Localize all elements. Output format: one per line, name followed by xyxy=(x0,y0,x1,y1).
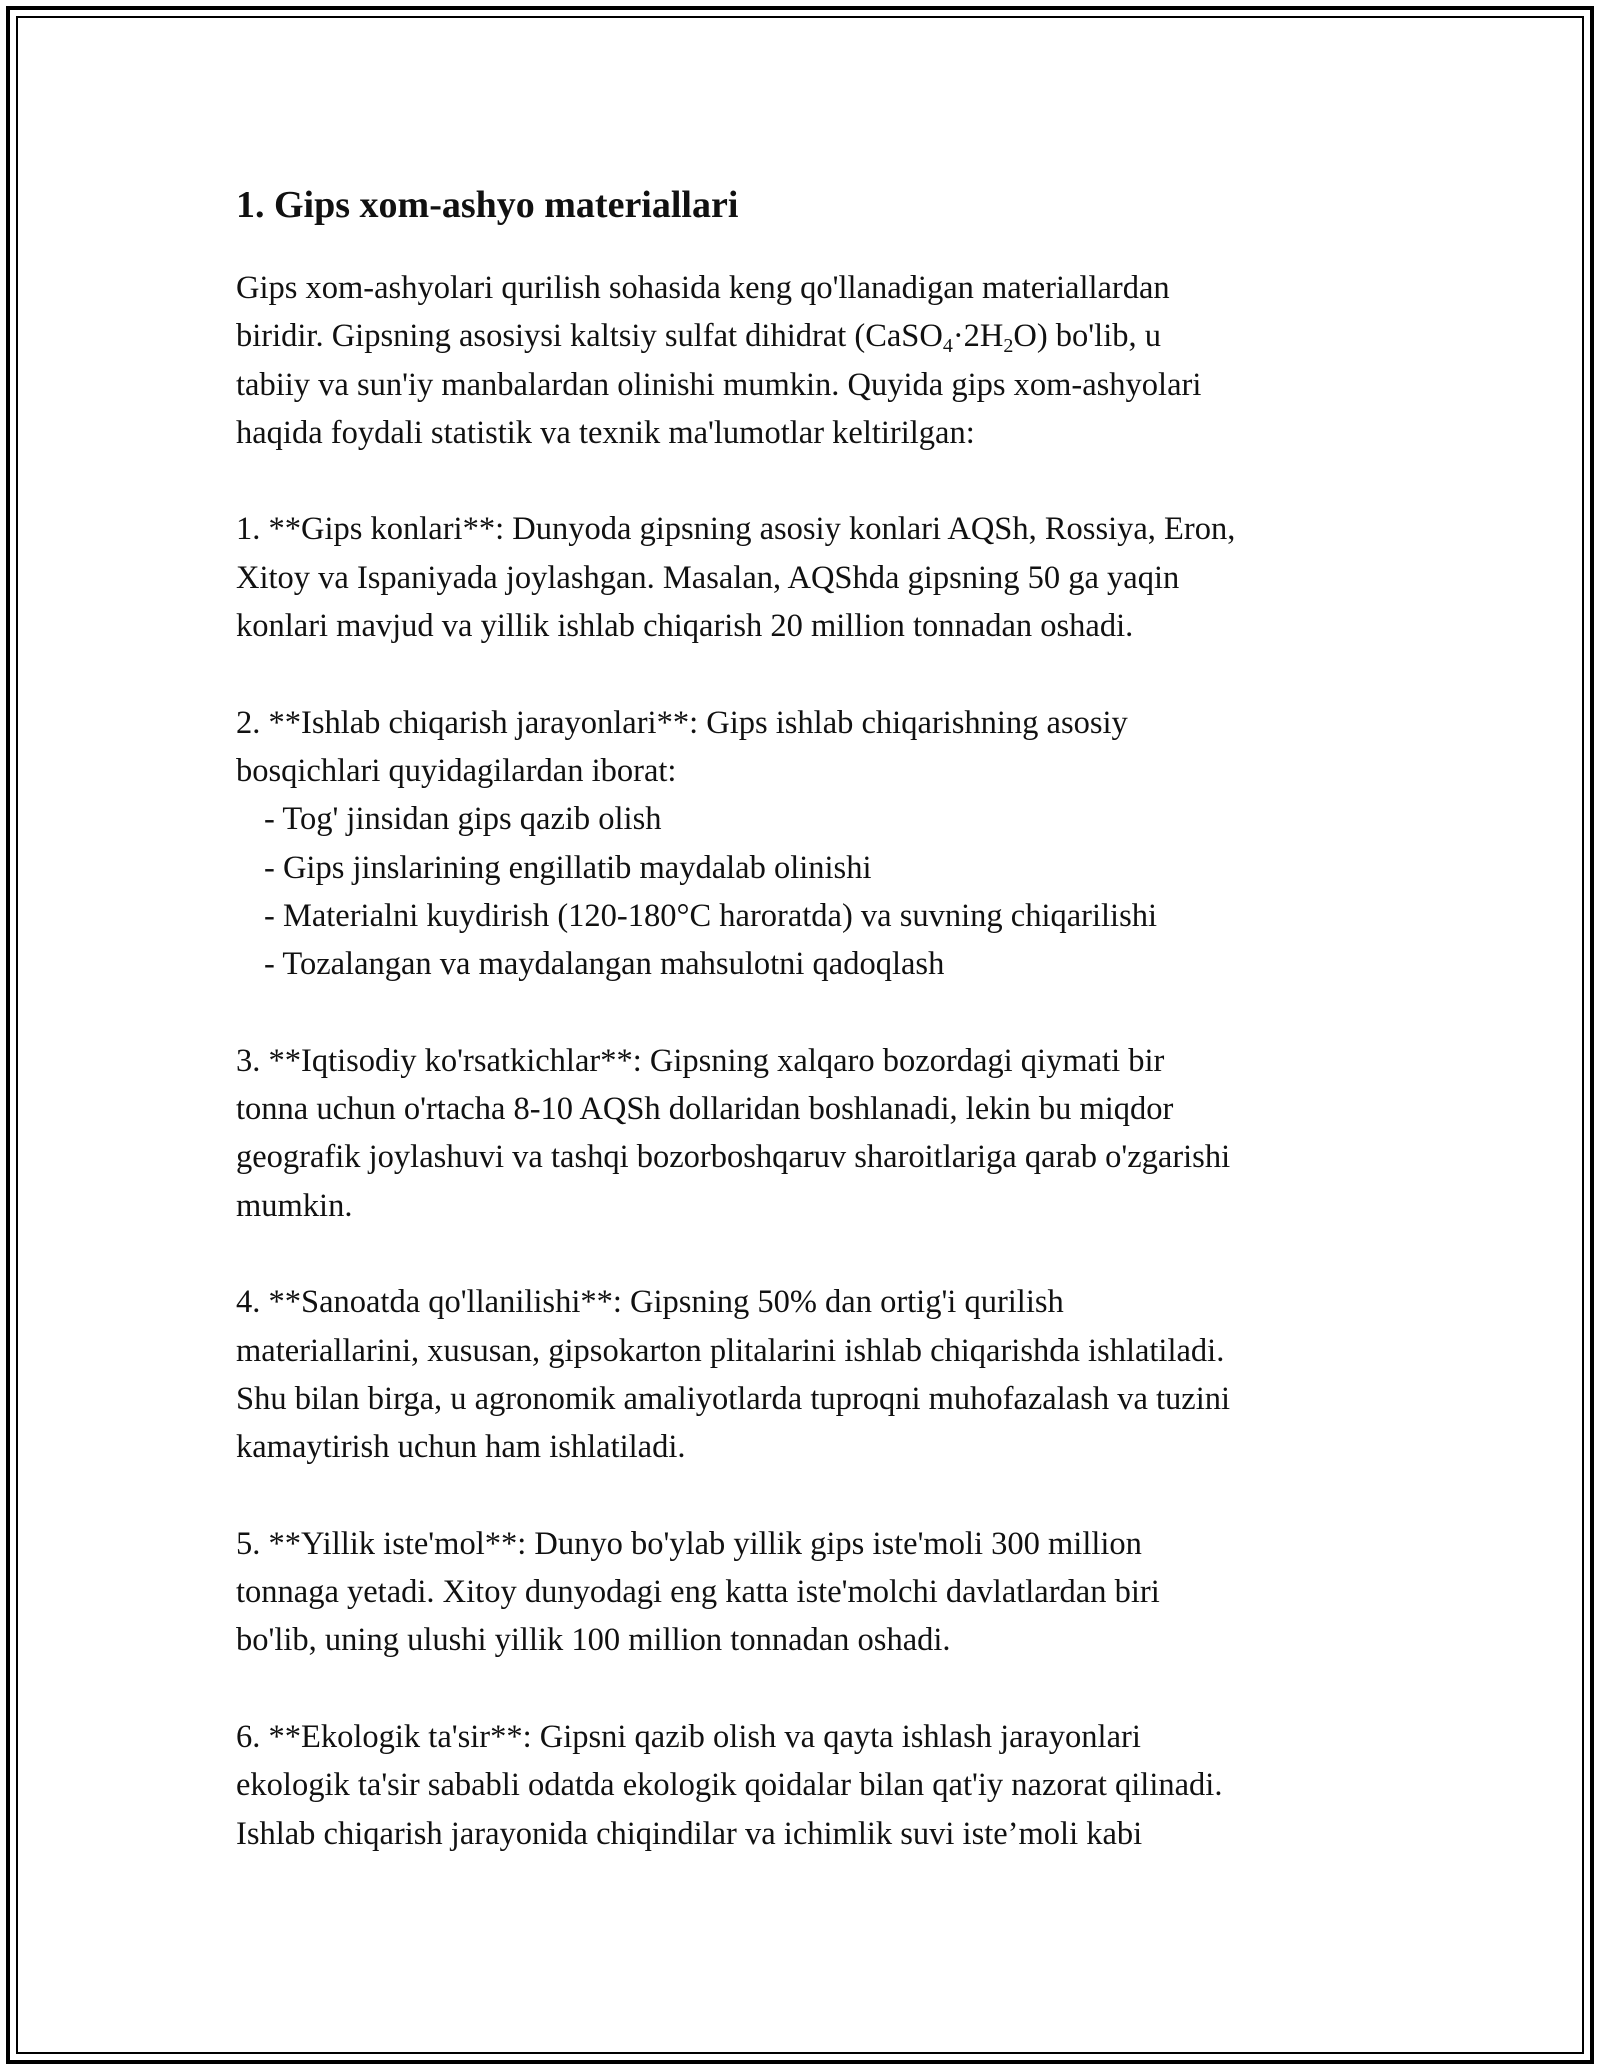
list-item-line: ekologik ta'sir sababli odatda ekologik qoidalar bilan qat'iy nazorat qilinadi. xyxy=(236,1767,1223,1804)
list-item-line: bosqichlari quyidagilardan iborat: xyxy=(236,752,677,789)
list-item-line: materiallarini, xususan, gipsokarton plitalarini ishlab chiqarishda ishlatiladi. xyxy=(236,1332,1225,1369)
list-item-line: 5. **Yillik iste'mol**: Dunyo bo'ylab yillik gips iste'moli 300 million xyxy=(236,1525,1142,1562)
subscript: 2 xyxy=(1003,335,1014,358)
list-item-line: tonna uchun o'rtacha 8-10 AQSh dollaridan boshlanadi, lekin bu miqdor xyxy=(236,1091,1174,1128)
intro-line: haqida foydali statistik va texnik ma'lumotlar keltirilgan: xyxy=(236,414,975,451)
sub-step: - Gips jinslarining engillatib maydalab olinishi xyxy=(264,849,872,886)
list-item-line: tonnaga yetadi. Xitoy dunyodagi eng katta iste'molchi davlatlardan biri xyxy=(236,1574,1160,1611)
list-item-line: Shu bilan birga, u agronomik amaliyotlarda tuproqni muhofazalash va tuzini xyxy=(236,1380,1231,1417)
list-item-1 xyxy=(236,505,1376,650)
list-item-line: Ishlab chiqarish jarayonida chiqindilar va ichimlik suvi iste’moli kabi xyxy=(236,1815,1143,1852)
list-item-line: 2. **Ishlab chiqarish jarayonlari**: Gips ishlab chiqarishning asosiy xyxy=(236,704,1128,741)
list-item-line: kamaytirish uchun ham ishlatiladi. xyxy=(236,1429,686,1466)
list-item-line: 1. **Gips konlari**: Dunyoda gipsning asosiy konlari AQSh, Rossiya, Eron, xyxy=(236,511,1236,548)
list-item-line: 4. **Sanoatda qo'llanilishi**: Gipsning 50% dan ortig'i qurilish xyxy=(236,1284,1064,1321)
subscript: 4 xyxy=(942,335,953,358)
list-item-2 xyxy=(236,699,1376,989)
intro-line: Gips xom-ashyolari qurilish sohasida keng qo'llanadigan materiallardan xyxy=(236,270,1170,306)
sub-step: - Materialni kuydirish (120-180°C haroratda) va suvning chiqarilishi xyxy=(264,897,1158,934)
list-item-6 xyxy=(236,1713,1376,1858)
sub-step: - Tog' jinsidan gips qazib olish xyxy=(264,801,662,838)
list-item-line: bo'lib, uning ulushi yillik 100 million tonnadan oshadi. xyxy=(236,1622,951,1659)
sub-step: - Tozalangan va maydalangan mahsulotni qadoqlash xyxy=(264,946,945,983)
list-item-line: 3. **Iqtisodiy ko'rsatkichlar**: Gipsning xalqaro bozordagi qiymati bir xyxy=(236,1042,1165,1079)
list-item-line: mumkin. xyxy=(236,1187,353,1224)
document-body xyxy=(236,180,1376,1858)
list-item-5 xyxy=(236,1520,1376,1665)
intro-line-formula: biridir. Gipsning asosiysi kaltsiy sulfat dihidrat $(CaSO_4\cdot 2H_2O)$ bo'lib, u xyxy=(236,318,1161,358)
list-item-4 xyxy=(236,1278,1376,1471)
list-item-line: geografik joylashuvi va tashqi bozorboshqaruv sharoitlariga qarab o'zgarishi xyxy=(236,1139,1231,1176)
document-heading: 1. Gips xom-ashyo materiallari xyxy=(236,184,739,226)
list-item-line: 6. **Ekologik ta'sir**: Gipsni qazib olish va qayta ishlash jarayonlari xyxy=(236,1718,1141,1755)
list-item-line: konlari mavjud va yillik ishlab chiqarish 20 million tonnadan oshadi. xyxy=(236,608,1134,645)
intro-line: tabiiy va sun'iy manbalardan olinishi mumkin. Quyida gips xom-ashyolari xyxy=(236,366,1202,403)
list-item-3 xyxy=(236,1037,1376,1230)
list-item-line: Xitoy va Ispaniyada joylashgan. Masalan, AQShda gipsning 50 ga yaqin xyxy=(236,559,1180,596)
intro-paragraph xyxy=(236,264,1376,457)
